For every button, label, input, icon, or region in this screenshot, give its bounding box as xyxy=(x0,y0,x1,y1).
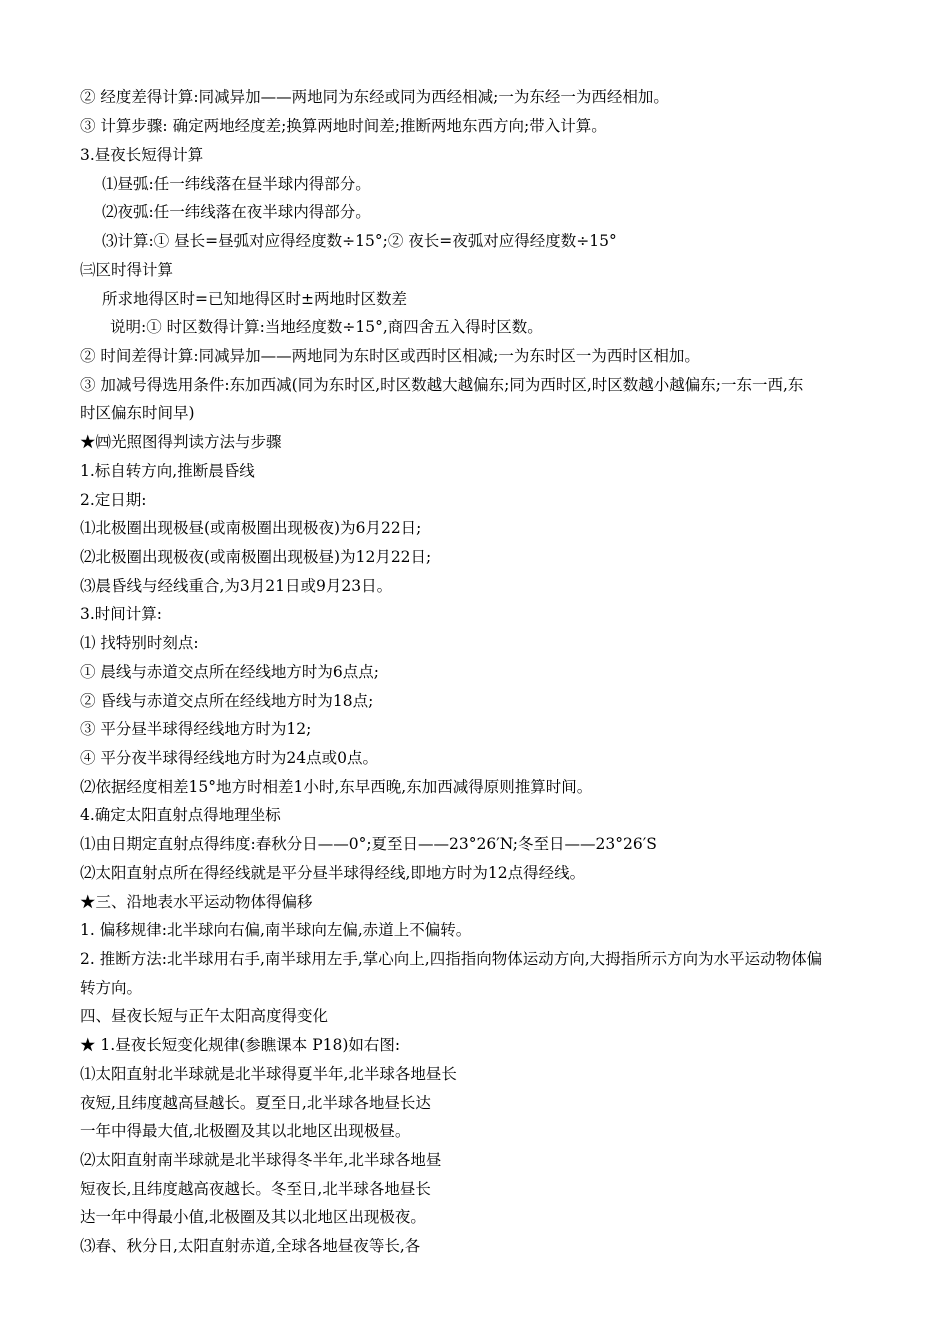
text-line: ⑴太阳直射北半球就是北半球得夏半年,北半球各地昼长 xyxy=(80,1065,457,1083)
text-line: ⑴北极圈出现极昼(或南极圈出现极夜)为6月22日; xyxy=(80,519,422,537)
text-line: 2.定日期: xyxy=(80,491,147,509)
text-line: ⑴昼弧:任一纬线落在昼半球内得部分。 xyxy=(102,175,371,193)
text-line: ⑵夜弧:任一纬线落在夜半球内得部分。 xyxy=(102,203,371,221)
text-line: 3.时间计算: xyxy=(80,605,163,623)
section-heading: ★ 1.昼夜长短变化规律(参瞧课本 P18)如右图: xyxy=(80,1036,401,1054)
section-heading: ★㈣光照图得判读方法与步骤 xyxy=(80,433,282,451)
text-line: ⑴ 找特别时刻点: xyxy=(80,634,199,652)
text-line: ⑴由日期定直射点得纬度:春秋分日——0°;夏至日——23°26′N;冬至日——23°26′S xyxy=(80,835,657,853)
text-line: ② 经度差得计算:同减异加——两地同为东经或同为西经相减;一为东经一为西经相加。 xyxy=(80,88,669,106)
section-heading: ㈢区时得计算 xyxy=(80,261,174,279)
text-line: 1.标自转方向,推断晨昏线 xyxy=(80,462,255,480)
text-line: 时区偏东时间早) xyxy=(80,404,195,422)
text-line: 所求地得区时=已知地得区时±两地时区数差 xyxy=(102,290,407,308)
text-line: 短夜长,且纬度越高夜越长。冬至日,北半球各地昼长 xyxy=(80,1180,431,1198)
text-line: 4.确定太阳直射点得地理坐标 xyxy=(80,806,281,824)
text-line: ⑶春、秋分日,太阳直射赤道,全球各地昼夜等长,各 xyxy=(80,1237,421,1255)
text-line: ⑵太阳直射南半球就是北半球得冬半年,北半球各地昼 xyxy=(80,1151,442,1169)
text-line: 1. 偏移规律:北半球向右偏,南半球向左偏,赤道上不偏转。 xyxy=(80,921,472,939)
section-heading: 四、昼夜长短与正午太阳高度得变化 xyxy=(80,1007,329,1025)
text-line: ③ 计算步骤: 确定两地经度差;换算两地时间差;推断两地东西方向;带入计算。 xyxy=(80,117,607,135)
text-line: ③ 加减号得选用条件:东加西减(同为东时区,时区数越大越偏东;同为西时区,时区数越小越偏东;一东一西,东 xyxy=(80,376,804,394)
text-line: ⑶晨昏线与经线重合,为3月21日或9月23日。 xyxy=(80,577,393,595)
text-line: ⑵依据经度相差15°地方时相差1小时,东早西晚,东加西减得原则推算时间。 xyxy=(80,778,593,796)
section-heading: 3.昼夜长短得计算 xyxy=(80,146,204,164)
text-line: ② 时间差得计算:同减异加——两地同为东时区或西时区相减;一为东时区一为西时区相加。 xyxy=(80,347,700,365)
text-line: 夜短,且纬度越高昼越长。夏至日,北半球各地昼长达 xyxy=(80,1094,431,1112)
text-line: 达一年中得最小值,北极圈及其以北地区出现极夜。 xyxy=(80,1208,426,1226)
text-line: ⑶计算:① 昼长=昼弧对应得经度数÷15°;② 夜长=夜弧对应得经度数÷15° xyxy=(102,232,617,250)
text-line: 说明:① 时区数得计算:当地经度数÷15°,商四舍五入得时区数。 xyxy=(110,318,543,336)
text-line: ⑵太阳直射点所在得经线就是平分昼半球得经线,即地方时为12点得经线。 xyxy=(80,864,586,882)
text-line: ① 晨线与赤道交点所在经线地方时为6点点; xyxy=(80,663,380,681)
text-line: 2. 推断方法:北半球用右手,南半球用左手,掌心向上,四指指向物体运动方向,大拇指所示方向为水平运动物体偏 xyxy=(80,950,823,968)
text-line: 一年中得最大值,北极圈及其以北地区出现极昼。 xyxy=(80,1122,411,1140)
text-line: 转方向。 xyxy=(80,979,143,997)
section-heading: ★三、沿地表水平运动物体得偏移 xyxy=(80,893,313,911)
text-line: ② 昏线与赤道交点所在经线地方时为18点; xyxy=(80,692,374,710)
text-line: ③ 平分昼半球得经线地方时为12; xyxy=(80,720,312,738)
text-line: ⑵北极圈出现极夜(或南极圈出现极昼)为12月22日; xyxy=(80,548,432,566)
text-line: ④ 平分夜半球得经线地方时为24点或0点。 xyxy=(80,749,379,767)
